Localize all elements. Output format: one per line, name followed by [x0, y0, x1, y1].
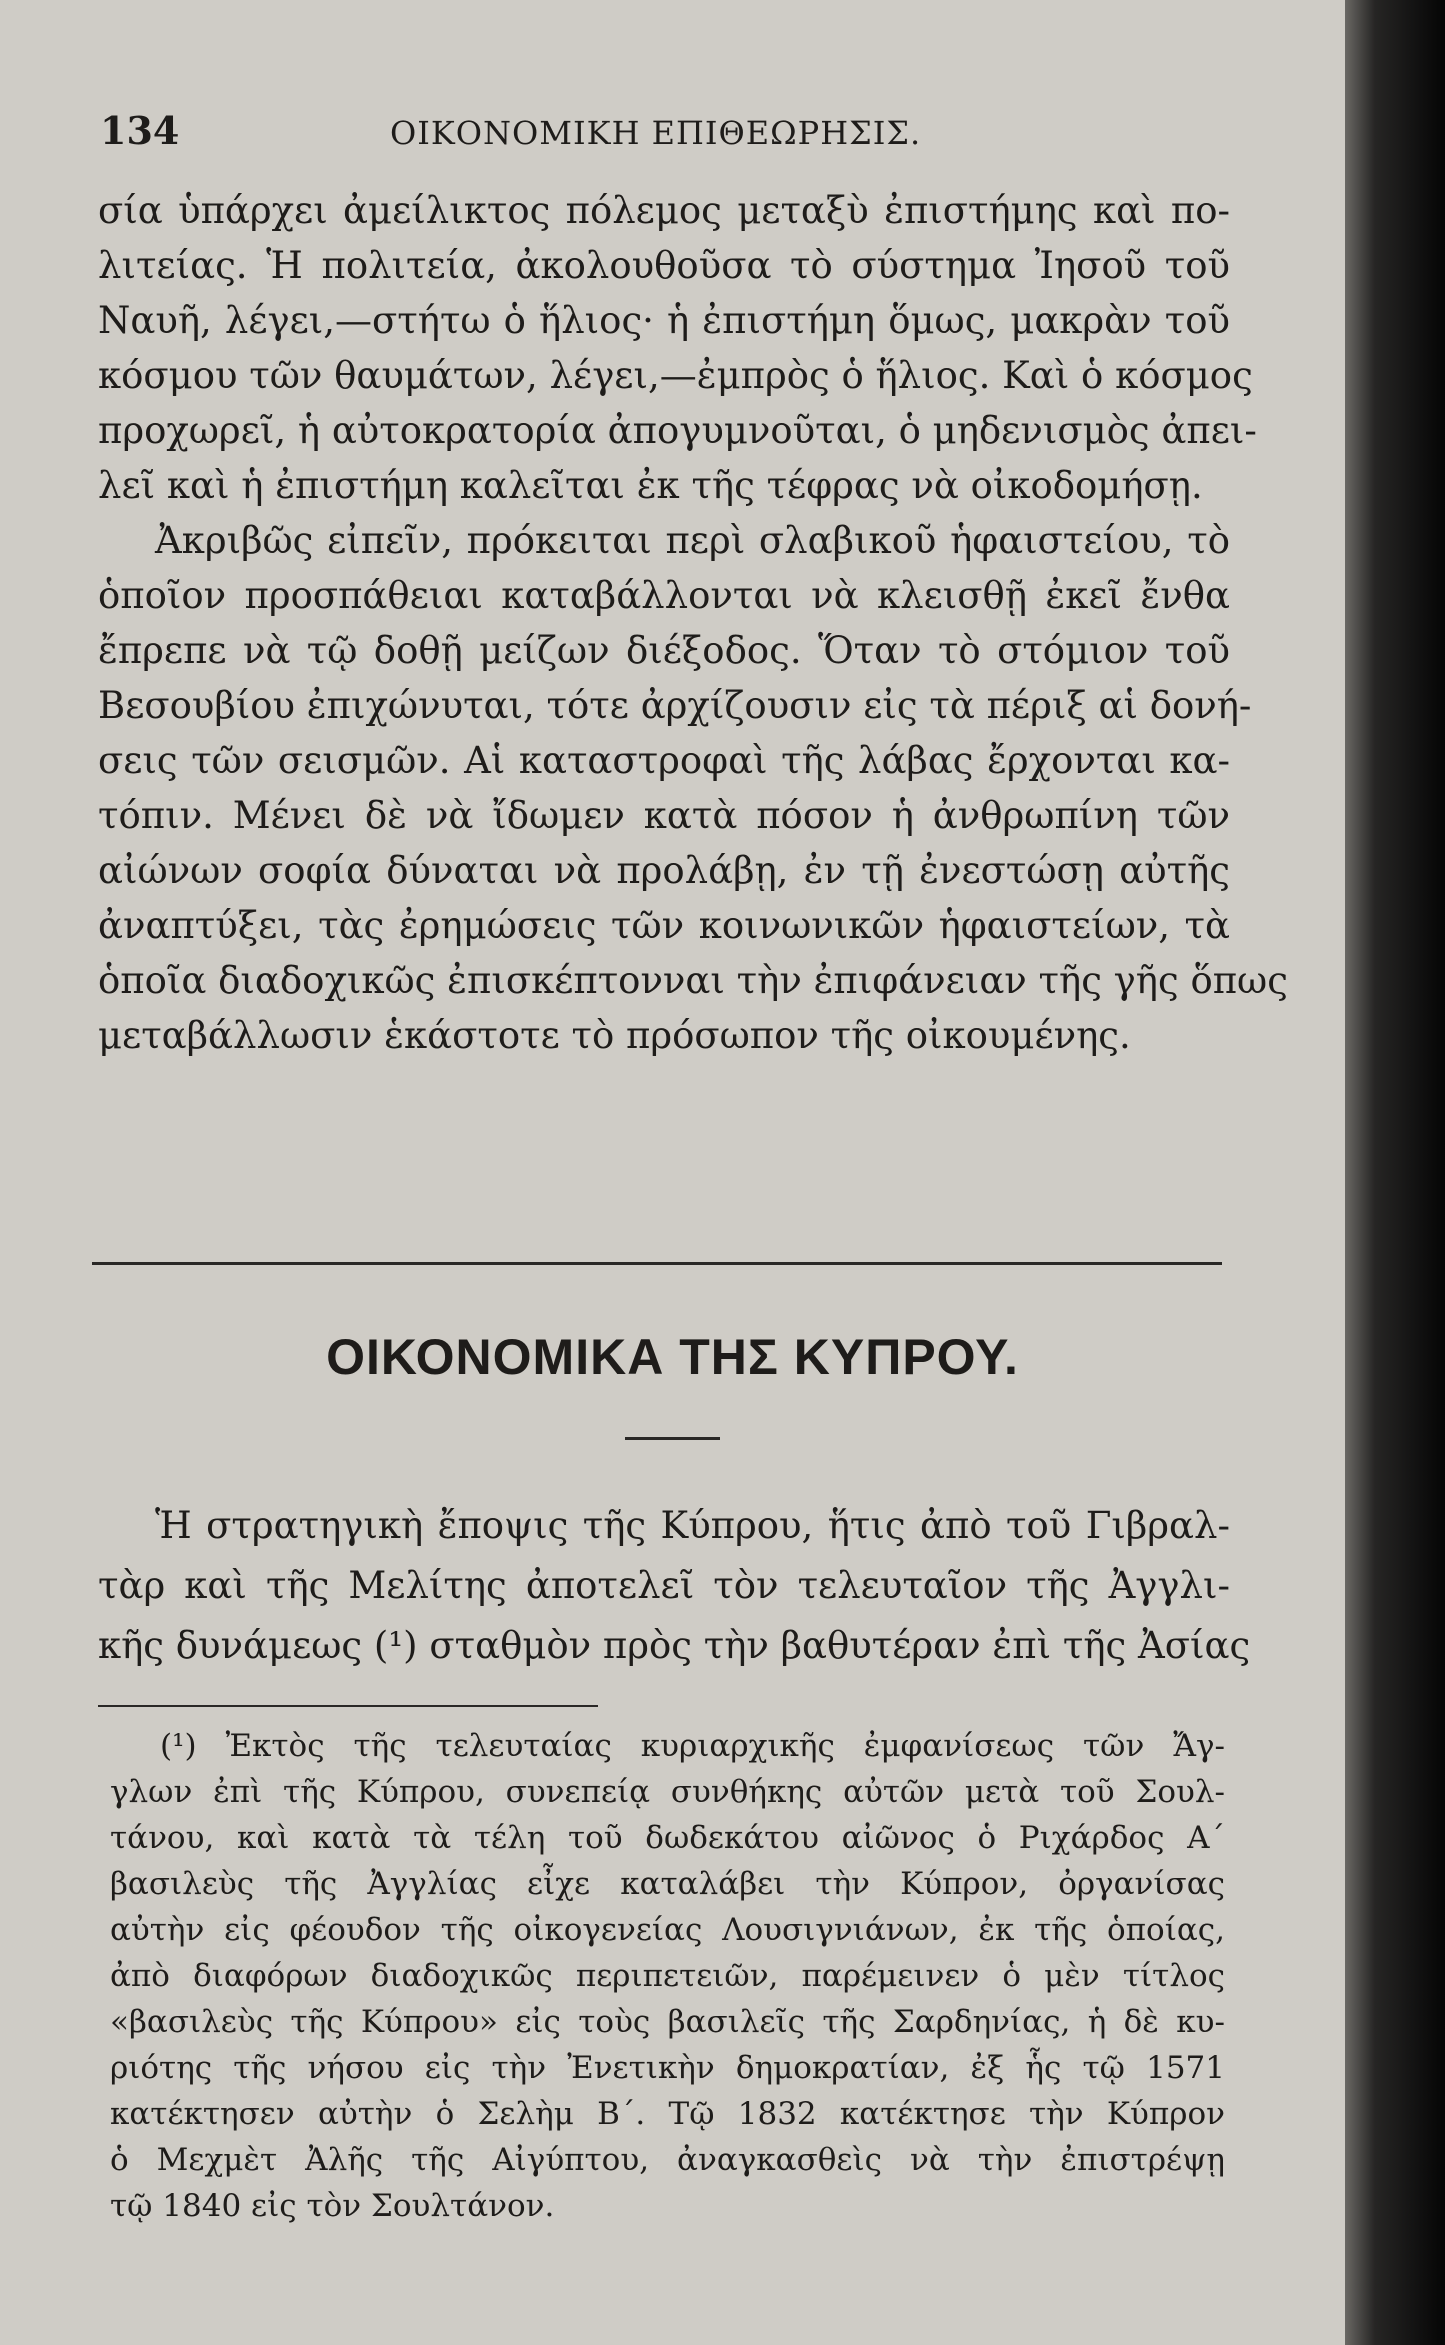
journal-title: ΟΙΚΟΝΟΜΙΚΗ ΕΠΙΘΕΩΡΗΣΙΣ. — [390, 114, 922, 152]
footnote-line: αὐτὴν εἰς φέουδον τῆς οἰκογενείας Λουσιγνιάνων, ἐκ τῆς ὁποίας, — [110, 1912, 1225, 1948]
footnote-line: γλων ἐπὶ τῆς Κύπρου, συνεπείᾳ συνθήκης αὐτῶν μετὰ τοῦ Σουλ- — [110, 1774, 1225, 1810]
body-line: κόσμου τῶν θαυμάτων, λέγει,—ἐμπρὸς ὁ ἥλιος. Καὶ ὁ κόσμος — [98, 354, 1253, 397]
footnote-line: τάνου, καὶ κατὰ τὰ τέλη τοῦ δωδεκάτου αἰῶνος ὁ Ριχάρδος Α΄ — [110, 1820, 1225, 1856]
footnote-line: κατέκτησεν αὐτὴν ὁ Σελὴμ Β΄. Τῷ 1832 κατέκτησε τὴν Κύπρον — [110, 2096, 1225, 2132]
section-line: τὰρ καὶ τῆς Μελίτης ἀποτελεῖ τὸν τελευταῖον τῆς Ἀγγλι- — [98, 1564, 1230, 1607]
page-number: 134 — [100, 108, 180, 153]
body-line: μεταβάλλωσιν ἑκάστοτε τὸ πρόσωπον τῆς οἰκουμένης. — [98, 1014, 1131, 1057]
body-line: Βεσουβίου ἐπιχώνυται, τότε ἀρχίζουσιν εἰς τὰ πέριξ αἱ δονή- — [98, 684, 1252, 727]
footnote-line: ὁ Μεχμὲτ Ἀλῆς τῆς Αἰγύπτου, ἀναγκασθεὶς νὰ τὴν ἐπιστρέψῃ — [110, 2142, 1225, 2178]
body-line: λιτείας. Ἡ πολιτεία, ἀκολουθοῦσα τὸ σύστημα Ἰησοῦ τοῦ — [98, 244, 1230, 287]
body-line: τόπιν. Μένει δὲ νὰ ἴδωμεν κατὰ πόσον ἡ ἀνθρωπίνη τῶν — [98, 794, 1230, 837]
body-line: ὁποῖον προσπάθειαι καταβάλλονται νὰ κλεισθῇ ἐκεῖ ἔνθα — [98, 574, 1230, 617]
running-head — [100, 108, 1230, 168]
section-line: Ἡ στρατηγικὴ ἔποψις τῆς Κύπρου, ἥτις ἀπὸ τοῦ Γιβραλ- — [155, 1504, 1230, 1547]
book-spine-shadow — [1345, 0, 1445, 2345]
body-line: ἔπρεπε νὰ τῷ δοθῇ μείζων διέξοδος. Ὅταν τὸ στόμιον τοῦ — [98, 629, 1230, 672]
body-line: Ναυῆ, λέγει,—στήτω ὁ ἥλιος· ἡ ἐπιστήμη ὅμως, μακρὰν τοῦ — [98, 299, 1230, 342]
body-line: ὁποῖα διαδοχικῶς ἐπισκέπτονναι τὴν ἐπιφάνειαν τῆς γῆς ὅπως — [98, 959, 1288, 1002]
footnote-line: «βασιλεὺς τῆς Κύπρου» εἰς τοὺς βασιλεῖς τῆς Σαρδηνίας, ἡ δὲ κυ- — [110, 2004, 1225, 2040]
body-line: σεις τῶν σεισμῶν. Αἱ καταστροφαὶ τῆς λάβας ἔρχονται κα- — [98, 739, 1230, 782]
footnote-line: ἀπὸ διαφόρων διαδοχικῶς περιπετειῶν, παρέμεινεν ὁ μὲν τίτλος — [110, 1958, 1225, 1994]
footnote-line: (¹) Ἐκτὸς τῆς τελευταίας κυριαρχικῆς ἐμφανίσεως τῶν Ἄγ- — [160, 1728, 1225, 1764]
body-line: ἀναπτύξει, τὰς ἐρημώσεις τῶν κοινωνικῶν ἡφαιστείων, τὰ — [98, 904, 1230, 947]
section-line: κῆς δυνάμεως (¹) σταθμὸν πρὸς τὴν βαθυτέραν ἐπὶ τῆς Ἀσίας — [98, 1624, 1251, 1667]
title-underline — [625, 1437, 720, 1440]
footnote-separator — [98, 1705, 598, 1707]
body-line: σία ὑπάρχει ἀμείλικτος πόλεμος μεταξὺ ἐπιστήμης καὶ πο- — [98, 189, 1230, 232]
section-title: ΟΙΚΟΝΟΜΙΚΑ ΤΗΣ ΚΥΠΡΟΥ. — [326, 1329, 1019, 1385]
section-divider — [92, 1262, 1222, 1265]
footnote-line: τῷ 1840 εἰς τὸν Σουλτάνον. — [110, 2188, 555, 2224]
body-line: Ἀκριβῶς εἰπεῖν, πρόκειται περὶ σλαβικοῦ ἡφαιστείου, τὸ — [155, 519, 1230, 562]
body-line: λεῖ καὶ ἡ ἐπιστήμη καλεῖται ἐκ τῆς τέφρας νὰ οἰκοδομήσῃ. — [98, 464, 1203, 507]
footnote-line: ριότης τῆς νήσου εἰς τὴν Ἐνετικὴν δημοκρατίαν, ἐξ ἧς τῷ 1571 — [110, 2050, 1225, 2086]
body-line: προχωρεῖ, ἡ αὐτοκρατορία ἀπογυμνοῦται, ὁ μηδενισμὸς ἀπει- — [98, 409, 1257, 452]
footnote-line: βασιλεὺς τῆς Ἀγγλίας εἶχε καταλάβει τὴν Κύπρον, ὀργανίσας — [110, 1866, 1225, 1902]
body-line: αἰώνων σοφία δύναται νὰ προλάβῃ, ἐν τῇ ἐνεστώσῃ αὐτῆς — [98, 849, 1230, 892]
